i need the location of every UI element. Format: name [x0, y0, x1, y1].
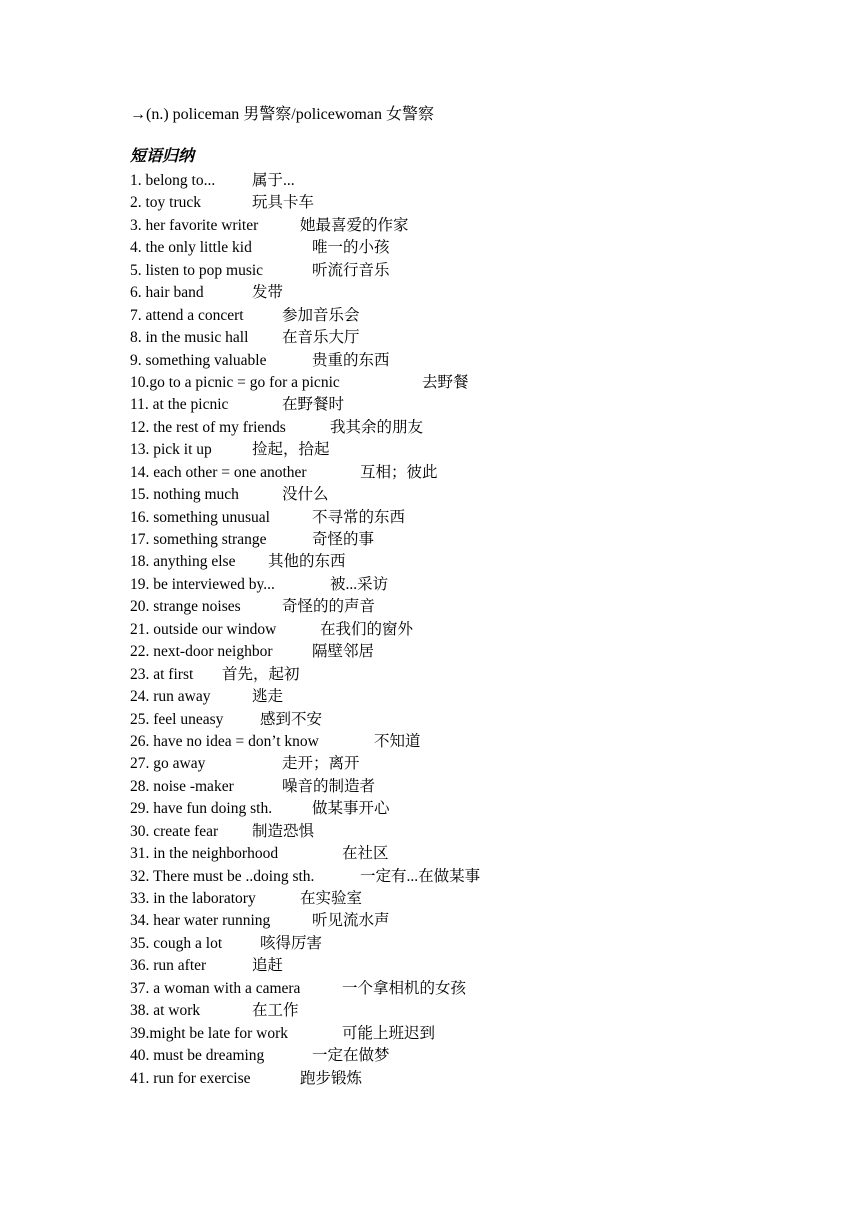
phrase-english: 9. something valuable: [130, 351, 267, 369]
phrase-english: 15. nothing much: [130, 486, 239, 504]
phrase-chinese: 她最喜爱的作家: [300, 216, 409, 234]
phrase-english: 25. feel uneasy: [130, 710, 224, 728]
phrase-english: 39.might be late for work: [130, 1024, 288, 1042]
phrase-english: 40. must be dreaming: [130, 1047, 265, 1065]
phrase-english: 20. strange noises: [130, 598, 241, 616]
phrase-chinese: 在音乐大厅: [282, 329, 360, 347]
phrase-english: 16. something unusual: [130, 508, 270, 526]
phrase-chinese: 不寻常的东西: [312, 508, 406, 526]
phrase-chinese: 一定在做梦: [312, 1047, 390, 1065]
phrase-english: 32. There must be ..doing sth.: [130, 867, 315, 885]
phrase-chinese: 感到不安: [260, 710, 323, 728]
word-derivation-line: →(n.) policeman 男警察/policewoman 女警察: [130, 106, 434, 123]
phrase-english: 23. at first: [130, 665, 194, 683]
phrase-english: 37. a woman with a camera: [130, 979, 301, 997]
phrase-english: 38. at work: [130, 1002, 201, 1020]
phrase-english: 14. each other = one another: [130, 463, 307, 481]
phrase-chinese: 一定有...在做某事: [360, 867, 481, 885]
phrase-english: 17. something strange: [130, 531, 267, 548]
phrase-chinese: 首先，起初: [222, 665, 300, 683]
phrase-english: 6. hair band: [130, 284, 204, 302]
phrase-english: 21. outside our window: [130, 620, 277, 638]
phrase-chinese: 逃走: [252, 688, 284, 706]
phrase-chinese: 唯一的小孩: [312, 239, 390, 257]
phrase-chinese: 咳得厉害: [260, 934, 323, 952]
phrase-english: 19. be interviewed by...: [130, 575, 275, 593]
phrase-english: 41. run for exercise: [130, 1069, 251, 1087]
phrase-chinese: 发带: [252, 284, 284, 302]
phrase-chinese: 互相；彼此: [360, 463, 438, 481]
phrase-chinese: 奇怪的的声音: [282, 598, 376, 616]
phrase-english: 13. pick it up: [130, 441, 212, 459]
phrase-english: 11. at the picnic: [130, 396, 229, 414]
phrase-chinese: 制造恐惧: [252, 822, 315, 840]
phrase-chinese: 噪音的制造者: [282, 777, 376, 795]
phrase-chinese: 不知道: [374, 732, 421, 750]
phrase-english: 27. go away: [130, 755, 206, 773]
phrase-chinese: 隔壁邻居: [312, 643, 375, 661]
phrase-english: 29. have fun doing sth.: [130, 800, 273, 818]
phrase-english: 33. in the laboratory: [130, 890, 256, 907]
phrase-english: 30. create fear: [130, 822, 219, 840]
phrase-english: 35. cough a lot: [130, 934, 223, 952]
phrase-english: 22. next-door neighbor: [130, 643, 273, 661]
phrase-english: 12. the rest of my friends: [130, 418, 286, 436]
phrase-chinese: 参加音乐会: [282, 306, 360, 324]
phrase-chinese: 我其余的朋友: [330, 418, 424, 436]
phrase-english: 36. run after: [130, 957, 207, 975]
phrase-chinese: 追赶: [252, 957, 284, 975]
phrase-english: 26. have no idea = don’t know: [130, 732, 319, 750]
phrase-chinese: 听见流水声: [312, 912, 390, 930]
phrase-chinese: 在社区: [342, 845, 389, 863]
phrase-english: 18. anything else: [130, 553, 236, 571]
phrase-english: 2. toy truck: [130, 194, 202, 212]
phrase-chinese: 其他的东西: [268, 553, 346, 571]
phrase-english: 10.go to a picnic = go for a picnic: [130, 373, 340, 391]
phrase-english: 5. listen to pop music: [130, 261, 264, 279]
phrase-chinese: 在工作: [252, 1002, 299, 1020]
phrase-chinese: 在野餐时: [282, 396, 345, 414]
phrase-english: 3. her favorite writer: [130, 216, 259, 234]
phrase-english: 1. belong to...: [130, 172, 216, 189]
phrase-chinese: 属于...: [252, 172, 295, 189]
phrase-chinese: 走开；离开: [282, 755, 360, 773]
phrase-chinese: 可能上班迟到: [342, 1024, 436, 1042]
phrase-english: 28. noise -maker: [130, 777, 234, 795]
phrase-english: 8. in the music hall: [130, 329, 249, 347]
phrase-english: 24. run away: [130, 688, 211, 706]
phrase-english: 4. the only little kid: [130, 239, 252, 257]
phrase-chinese: 做某事开心: [312, 800, 390, 818]
phrase-english: 7. attend a concert: [130, 306, 244, 324]
section-heading: 短语归纳: [130, 148, 195, 165]
phrase-chinese: 在实验室: [300, 890, 363, 907]
phrase-chinese: 捡起，拾起: [252, 441, 330, 459]
phrase-chinese: 跑步锻炼: [300, 1069, 363, 1087]
phrase-chinese: 在我们的窗外: [320, 620, 414, 638]
phrase-chinese: 去野餐: [422, 373, 469, 391]
phrase-chinese: 没什么: [282, 486, 329, 504]
phrase-chinese: 被...采访: [330, 575, 389, 593]
phrase-chinese: 一个拿相机的女孩: [342, 979, 467, 997]
phrase-english: 31. in the neighborhood: [130, 845, 279, 863]
phrase-chinese: 奇怪的事: [312, 531, 375, 548]
phrase-chinese: 贵重的东西: [312, 351, 390, 369]
phrase-english: 34. hear water running: [130, 912, 271, 930]
phrase-chinese: 听流行音乐: [312, 261, 390, 279]
phrase-chinese: 玩具卡车: [252, 194, 315, 212]
